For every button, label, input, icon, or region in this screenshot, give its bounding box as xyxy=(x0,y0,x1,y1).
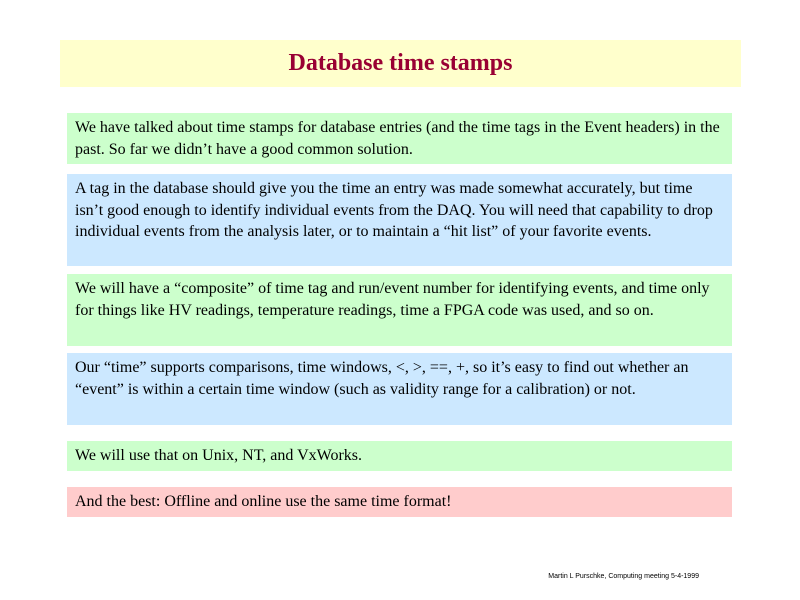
paragraph-text-1: We have talked about time stamps for database entries (and the time tags in the Event headers) in the past. So far we didn’t have a good common solution. xyxy=(75,119,720,158)
slide-title-bar xyxy=(60,40,741,87)
slide-footer: Martin L Purschke, Computing meeting 5-4-1999 xyxy=(548,573,699,580)
paragraph-box-1 xyxy=(67,113,732,164)
paragraph-text-3: We will have a “composite” of time tag and run/event number for identifying events, and time only for things like HV readings, temperature readings, time a FPGA code was used, and so on. xyxy=(75,280,710,319)
paragraph-box-5 xyxy=(67,441,732,471)
paragraph-text-4: Our “time” supports comparisons, time windows, <, >, ==, +, so it’s easy to find out whether an “event” is within a certain time window (such as validity range for a calibration) or not. xyxy=(75,359,689,398)
paragraph-text-2: A tag in the database should give you the time an entry was made somewhat accurately, but time isn’t good enough to identify individual events from the DAQ. You will need that capability to drop individual events from the analysis later, or to maintain a “hit list” of your favorite events. xyxy=(75,180,713,240)
paragraph-text-5: We will use that on Unix, NT, and VxWorks. xyxy=(75,447,363,464)
paragraph-box-2 xyxy=(67,174,732,266)
paragraph-text-6: And the best: Offline and online use the same time format! xyxy=(75,493,452,510)
paragraph-box-4 xyxy=(67,353,732,425)
slide-title: Database time stamps xyxy=(288,50,513,76)
paragraph-box-6 xyxy=(67,487,732,517)
paragraph-box-3 xyxy=(67,274,732,346)
